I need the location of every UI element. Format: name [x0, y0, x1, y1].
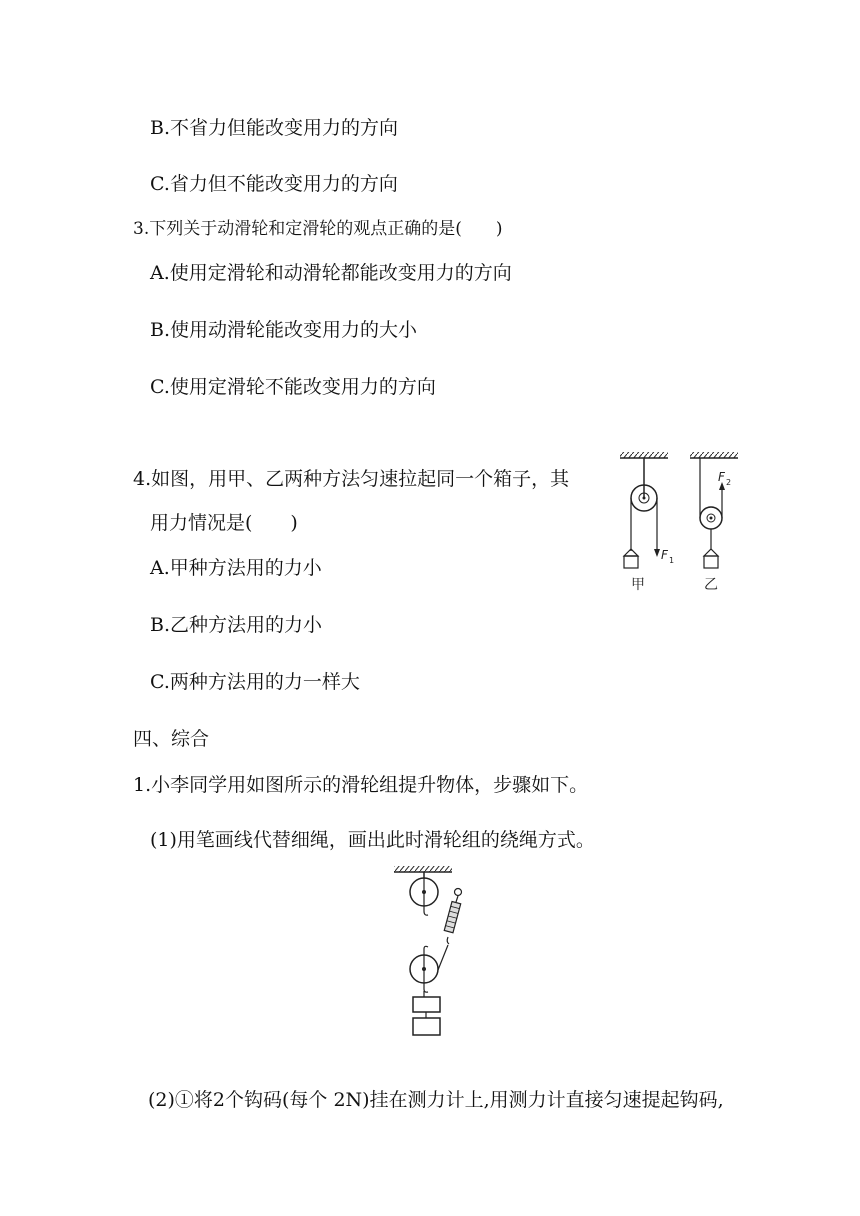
q4-stem-line2: 用力情况是( ): [150, 512, 298, 534]
q4-option-b: B.乙种方法用的力小: [150, 614, 323, 636]
s4-q1-part2: (2)①将2个钩码(每个 2N)挂在测力计上,用测力计直接匀速提起钩码,: [148, 1089, 724, 1111]
q2-option-c: C.省力但不能改变用力的方向: [150, 173, 398, 195]
section-heading: 四、综合: [133, 728, 210, 750]
s4-q1-stem: 1.小李同学用如图所示的滑轮组提升物体，步骤如下。: [133, 774, 589, 796]
pulley-block-figure: [390, 865, 480, 1040]
force-label-f2: F: [718, 470, 725, 484]
q4-stem-line1: 4.如图，用甲、乙两种方法匀速拉起同一个箱子，其: [133, 468, 570, 490]
q2-option-b: B.不省力但能改变用力的方向: [150, 117, 399, 139]
s4-q1-part1: (1)用笔画线代替细绳，画出此时滑轮组的绕绳方式。: [150, 829, 595, 851]
q4-option-c: C.两种方法用的力一样大: [150, 671, 360, 693]
movable-pulley-diagram: [690, 452, 738, 593]
force-label-f1-sub: 1: [669, 556, 675, 565]
force-label-f1: F: [661, 548, 668, 562]
fixed-pulley-diagram: [620, 452, 674, 593]
q4-pulley-figure: [612, 448, 752, 596]
q3-option-b: B.使用动滑轮能改变用力的大小: [150, 319, 418, 341]
q3-option-a: A.使用定滑轮和动滑轮都能改变用力的方向: [150, 262, 512, 284]
label-yi: 乙: [704, 577, 718, 593]
label-jia: 甲: [631, 577, 645, 593]
q3-option-c: C.使用定滑轮不能改变用力的方向: [150, 376, 436, 398]
q3-stem: 3.下列关于动滑轮和定滑轮的观点正确的是( ): [133, 219, 503, 239]
force-label-f2-sub: 2: [726, 478, 732, 487]
q4-option-a: A.甲种方法用的力小: [150, 557, 322, 579]
